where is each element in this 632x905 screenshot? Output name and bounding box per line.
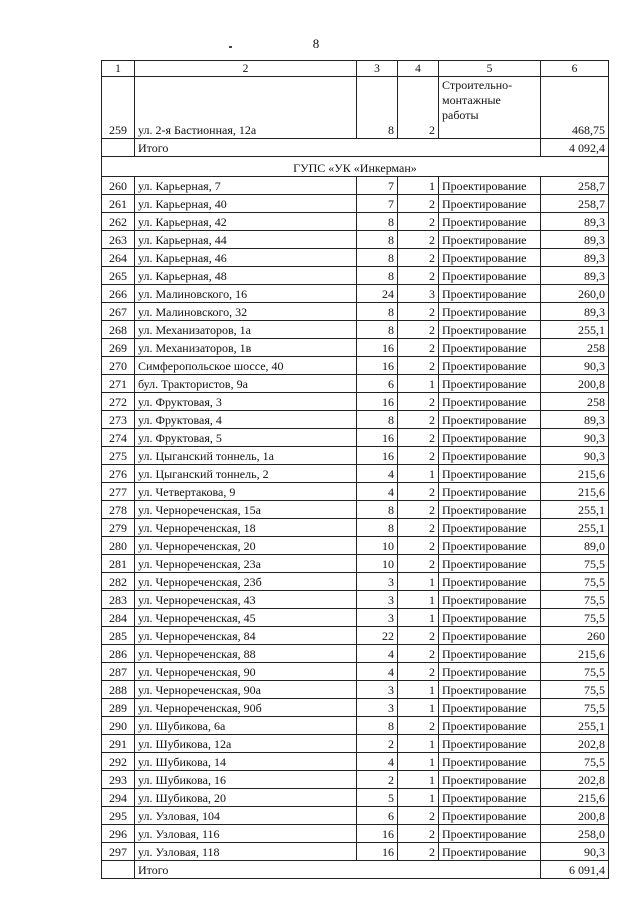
row-col3: 4 — [357, 483, 398, 501]
row-address: ул. Карьерная, 44 — [135, 231, 357, 249]
row-col3: 10 — [357, 555, 398, 573]
row-address: ул. Чернореченская, 43 — [135, 591, 357, 609]
row-work-type: Проектирование — [439, 699, 541, 717]
row-sum: 75,5 — [541, 681, 609, 699]
table-row — [102, 357, 609, 375]
row-address: ул. Карьерная, 7 — [135, 177, 357, 195]
row-col3: 8 — [357, 321, 398, 339]
row-col4: 1 — [398, 681, 439, 699]
row-col4: 1 — [398, 699, 439, 717]
row-col4: 2 — [398, 483, 439, 501]
table-row — [102, 285, 609, 303]
row-work-type: Строительно-монтажные работы — [439, 77, 541, 139]
row-address: ул. Узловая, 116 — [135, 825, 357, 843]
row-col4: 1 — [398, 735, 439, 753]
row-number: 290 — [102, 717, 135, 735]
row-number: 294 — [102, 789, 135, 807]
row-address: ул. Чернореченская, 90а — [135, 681, 357, 699]
row-address: ул. Карьерная, 40 — [135, 195, 357, 213]
row-col3: 16 — [357, 339, 398, 357]
table-row — [102, 537, 609, 555]
total-row — [102, 139, 609, 157]
empty-cell — [102, 861, 135, 879]
row-col3: 8 — [357, 249, 398, 267]
row-col4: 2 — [398, 267, 439, 285]
row-number: 281 — [102, 555, 135, 573]
table-row — [102, 663, 609, 681]
row-col3: 4 — [357, 645, 398, 663]
row-sum: 255,1 — [541, 519, 609, 537]
header-cell: 6 — [541, 61, 609, 77]
total-label: Итого — [135, 861, 541, 879]
row-sum: 202,8 — [541, 735, 609, 753]
row-work-type: Проектирование — [439, 825, 541, 843]
table-row — [102, 825, 609, 843]
row-col3: 3 — [357, 699, 398, 717]
row-address: ул. Чернореченская, 90б — [135, 699, 357, 717]
row-work-type: Проектирование — [439, 771, 541, 789]
row-col4: 2 — [398, 249, 439, 267]
table-row — [102, 735, 609, 753]
table-row — [102, 771, 609, 789]
row-address: ул. Чернореченская, 23а — [135, 555, 357, 573]
row-number: 274 — [102, 429, 135, 447]
row-address: ул. Карьерная, 42 — [135, 213, 357, 231]
row-address: ул. Узловая, 104 — [135, 807, 357, 825]
row-col3: 4 — [357, 663, 398, 681]
row-address: ул. Чернореченская, 84 — [135, 627, 357, 645]
row-sum: 258 — [541, 393, 609, 411]
row-col4: 2 — [398, 429, 439, 447]
row-address: ул. Чернореченская, 88 — [135, 645, 357, 663]
row-sum: 90,3 — [541, 429, 609, 447]
row-col4: 1 — [398, 753, 439, 771]
empty-cell — [102, 139, 135, 157]
row-number: 288 — [102, 681, 135, 699]
table-row — [102, 627, 609, 645]
table-row — [102, 681, 609, 699]
table-row — [102, 699, 609, 717]
row-col3: 8 — [357, 411, 398, 429]
row-sum: 215,6 — [541, 789, 609, 807]
row-work-type: Проектирование — [439, 249, 541, 267]
table-row — [102, 195, 609, 213]
row-number: 259 — [102, 77, 135, 139]
table-row — [102, 321, 609, 339]
row-col3: 2 — [357, 735, 398, 753]
row-work-type: Проектирование — [439, 627, 541, 645]
row-col3: 6 — [357, 375, 398, 393]
row-sum: 75,5 — [541, 663, 609, 681]
row-number: 286 — [102, 645, 135, 663]
table-row — [102, 77, 609, 139]
row-col4: 2 — [398, 195, 439, 213]
row-number: 289 — [102, 699, 135, 717]
row-col4: 2 — [398, 555, 439, 573]
row-work-type: Проектирование — [439, 735, 541, 753]
total-sum: 4 092,4 — [541, 139, 609, 157]
row-sum: 90,3 — [541, 843, 609, 861]
row-work-type: Проектирование — [439, 267, 541, 285]
row-col3: 7 — [357, 177, 398, 195]
table-row — [102, 339, 609, 357]
row-col3: 3 — [357, 681, 398, 699]
row-address: ул. Чернореченская, 23б — [135, 573, 357, 591]
row-col4: 2 — [398, 807, 439, 825]
row-sum: 255,1 — [541, 717, 609, 735]
row-col4: 2 — [398, 447, 439, 465]
row-address: ул. Чернореченская, 45 — [135, 609, 357, 627]
row-col4: 1 — [398, 573, 439, 591]
row-number: 297 — [102, 843, 135, 861]
row-col4: 2 — [398, 393, 439, 411]
row-number: 266 — [102, 285, 135, 303]
row-col4: 2 — [398, 213, 439, 231]
table-row — [102, 609, 609, 627]
row-number: 295 — [102, 807, 135, 825]
row-sum: 260 — [541, 627, 609, 645]
row-work-type: Проектирование — [439, 753, 541, 771]
row-col4: 2 — [398, 411, 439, 429]
row-sum: 89,3 — [541, 249, 609, 267]
row-col4: 2 — [398, 303, 439, 321]
row-col4: 2 — [398, 321, 439, 339]
table-row — [102, 267, 609, 285]
table-row — [102, 555, 609, 573]
header-cell: 2 — [135, 61, 357, 77]
row-sum: 89,3 — [541, 213, 609, 231]
row-work-type: Проектирование — [439, 645, 541, 663]
table-row — [102, 717, 609, 735]
row-work-type: Проектирование — [439, 465, 541, 483]
row-address: ул. Чернореченская, 18 — [135, 519, 357, 537]
row-sum: 200,8 — [541, 807, 609, 825]
row-work-type: Проектирование — [439, 573, 541, 591]
row-sum: 75,5 — [541, 699, 609, 717]
table-row — [102, 483, 609, 501]
row-work-type: Проектирование — [439, 789, 541, 807]
row-work-type: Проектирование — [439, 195, 541, 213]
row-address: ул. Чернореченская, 20 — [135, 537, 357, 555]
table-row — [102, 645, 609, 663]
header-cell: 5 — [439, 61, 541, 77]
row-work-type: Проектирование — [439, 483, 541, 501]
row-work-type: Проектирование — [439, 213, 541, 231]
row-sum: 258 — [541, 339, 609, 357]
row-work-type: Проектирование — [439, 591, 541, 609]
row-sum: 75,5 — [541, 555, 609, 573]
row-work-type: Проектирование — [439, 393, 541, 411]
row-address: ул. Механизаторов, 1в — [135, 339, 357, 357]
row-col3: 3 — [357, 591, 398, 609]
header-cell: 1 — [102, 61, 135, 77]
row-col4: 2 — [398, 663, 439, 681]
row-address: ул. Узловая, 118 — [135, 843, 357, 861]
row-col3: 3 — [357, 609, 398, 627]
row-number: 275 — [102, 447, 135, 465]
row-number: 279 — [102, 519, 135, 537]
row-col4: 2 — [398, 357, 439, 375]
row-col3: 5 — [357, 789, 398, 807]
row-col3: 8 — [357, 77, 398, 139]
row-col3: 8 — [357, 303, 398, 321]
row-sum: 258,7 — [541, 195, 609, 213]
row-sum: 89,3 — [541, 267, 609, 285]
row-col4: 2 — [398, 843, 439, 861]
row-number: 263 — [102, 231, 135, 249]
row-number: 285 — [102, 627, 135, 645]
row-number: 280 — [102, 537, 135, 555]
row-work-type: Проектирование — [439, 375, 541, 393]
row-sum: 215,6 — [541, 483, 609, 501]
row-address: ул. Цыганский тоннель, 1а — [135, 447, 357, 465]
row-col4: 2 — [398, 537, 439, 555]
row-address: Симферопольское шоссе, 40 — [135, 357, 357, 375]
table-row — [102, 519, 609, 537]
row-col3: 3 — [357, 573, 398, 591]
works-table — [101, 60, 609, 879]
row-col3: 16 — [357, 393, 398, 411]
row-sum: 75,5 — [541, 609, 609, 627]
row-col4: 1 — [398, 375, 439, 393]
row-number: 261 — [102, 195, 135, 213]
row-address: ул. Малиновского, 32 — [135, 303, 357, 321]
table-row — [102, 789, 609, 807]
row-address: ул. Шубикова, 20 — [135, 789, 357, 807]
row-work-type: Проектирование — [439, 519, 541, 537]
row-work-type: Проектирование — [439, 555, 541, 573]
row-address: ул. Малиновского, 16 — [135, 285, 357, 303]
row-number: 287 — [102, 663, 135, 681]
row-sum: 89,3 — [541, 303, 609, 321]
row-address: ул. Четвертакова, 9 — [135, 483, 357, 501]
row-col3: 16 — [357, 825, 398, 843]
row-col3: 8 — [357, 267, 398, 285]
row-col3: 6 — [357, 807, 398, 825]
row-col4: 1 — [398, 591, 439, 609]
row-number: 270 — [102, 357, 135, 375]
row-work-type: Проектирование — [439, 717, 541, 735]
table-row — [102, 591, 609, 609]
row-address: ул. Механизаторов, 1а — [135, 321, 357, 339]
row-col4: 2 — [398, 717, 439, 735]
row-address: ул. Шубикова, 6а — [135, 717, 357, 735]
row-col3: 7 — [357, 195, 398, 213]
row-col3: 10 — [357, 537, 398, 555]
table-row — [102, 411, 609, 429]
table-row — [102, 465, 609, 483]
row-work-type: Проектирование — [439, 303, 541, 321]
row-col3: 16 — [357, 357, 398, 375]
row-sum: 215,6 — [541, 645, 609, 663]
row-number: 291 — [102, 735, 135, 753]
row-number: 276 — [102, 465, 135, 483]
row-col4: 2 — [398, 519, 439, 537]
row-number: 264 — [102, 249, 135, 267]
row-address: ул. Фруктовая, 5 — [135, 429, 357, 447]
header-row — [102, 61, 609, 77]
section-row — [102, 157, 609, 177]
scan-mark — [229, 46, 232, 48]
row-col3: 4 — [357, 753, 398, 771]
row-work-type: Проектирование — [439, 843, 541, 861]
row-address: ул. 2-я Бастионная, 12а — [135, 77, 357, 139]
row-col4: 2 — [398, 339, 439, 357]
row-work-type: Проектирование — [439, 537, 541, 555]
table-row — [102, 303, 609, 321]
row-work-type: Проектирование — [439, 231, 541, 249]
row-work-type: Проектирование — [439, 177, 541, 195]
row-work-type: Проектирование — [439, 663, 541, 681]
table-row — [102, 213, 609, 231]
page-number: 8 — [312, 36, 320, 51]
row-col3: 8 — [357, 717, 398, 735]
row-col4: 2 — [398, 77, 439, 139]
row-number: 265 — [102, 267, 135, 285]
row-number: 268 — [102, 321, 135, 339]
row-col3: 16 — [357, 429, 398, 447]
row-col4: 2 — [398, 501, 439, 519]
row-number: 260 — [102, 177, 135, 195]
row-work-type: Проектирование — [439, 807, 541, 825]
row-col3: 2 — [357, 771, 398, 789]
row-number: 293 — [102, 771, 135, 789]
row-work-type: Проектирование — [439, 285, 541, 303]
table-row — [102, 573, 609, 591]
row-number: 273 — [102, 411, 135, 429]
total-row — [102, 861, 609, 879]
row-number: 262 — [102, 213, 135, 231]
row-col4: 1 — [398, 465, 439, 483]
row-number: 267 — [102, 303, 135, 321]
row-sum: 75,5 — [541, 573, 609, 591]
row-address: ул. Шубикова, 14 — [135, 753, 357, 771]
row-col4: 1 — [398, 609, 439, 627]
row-sum: 255,1 — [541, 501, 609, 519]
row-work-type: Проектирование — [439, 411, 541, 429]
table-row — [102, 807, 609, 825]
row-work-type: Проектирование — [439, 429, 541, 447]
row-sum: 255,1 — [541, 321, 609, 339]
row-address: ул. Шубикова, 16 — [135, 771, 357, 789]
row-address: бул. Трактористов, 9а — [135, 375, 357, 393]
row-number: 283 — [102, 591, 135, 609]
total-label: Итого — [135, 139, 541, 157]
row-col3: 16 — [357, 843, 398, 861]
row-col3: 16 — [357, 447, 398, 465]
row-sum: 468,75 — [541, 77, 609, 139]
row-number: 271 — [102, 375, 135, 393]
row-number: 282 — [102, 573, 135, 591]
row-col3: 8 — [357, 213, 398, 231]
row-col3: 4 — [357, 465, 398, 483]
row-col3: 22 — [357, 627, 398, 645]
row-col4: 2 — [398, 645, 439, 663]
row-col4: 1 — [398, 789, 439, 807]
row-sum: 200,8 — [541, 375, 609, 393]
row-number: 277 — [102, 483, 135, 501]
row-address: ул. Фруктовая, 3 — [135, 393, 357, 411]
table-row — [102, 177, 609, 195]
row-number: 284 — [102, 609, 135, 627]
row-sum: 260,0 — [541, 285, 609, 303]
row-col3: 8 — [357, 501, 398, 519]
table-row — [102, 393, 609, 411]
row-work-type: Проектирование — [439, 501, 541, 519]
row-address: ул. Цыганский тоннель, 2 — [135, 465, 357, 483]
row-sum: 89,0 — [541, 537, 609, 555]
row-col4: 2 — [398, 231, 439, 249]
row-address: ул. Чернореченская, 90 — [135, 663, 357, 681]
table-row — [102, 231, 609, 249]
row-number: 296 — [102, 825, 135, 843]
row-col4: 1 — [398, 177, 439, 195]
header-cell: 3 — [357, 61, 398, 77]
row-col4: 2 — [398, 627, 439, 645]
row-work-type: Проектирование — [439, 357, 541, 375]
row-address: ул. Шубикова, 12а — [135, 735, 357, 753]
header-cell: 4 — [398, 61, 439, 77]
row-number: 272 — [102, 393, 135, 411]
row-col3: 8 — [357, 519, 398, 537]
total-sum: 6 091,4 — [541, 861, 609, 879]
row-work-type: Проектирование — [439, 339, 541, 357]
row-sum: 90,3 — [541, 447, 609, 465]
row-sum: 89,3 — [541, 231, 609, 249]
row-col3: 24 — [357, 285, 398, 303]
table-row — [102, 249, 609, 267]
row-work-type: Проектирование — [439, 681, 541, 699]
row-number: 292 — [102, 753, 135, 771]
row-work-type: Проектирование — [439, 447, 541, 465]
row-address: ул. Фруктовая, 4 — [135, 411, 357, 429]
row-address: ул. Чернореченская, 15а — [135, 501, 357, 519]
table-row — [102, 375, 609, 393]
row-sum: 215,6 — [541, 465, 609, 483]
row-col4: 1 — [398, 771, 439, 789]
row-number: 278 — [102, 501, 135, 519]
section-title: ГУПС «УК «Инкерман» — [102, 157, 609, 177]
row-sum: 75,5 — [541, 753, 609, 771]
row-sum: 90,3 — [541, 357, 609, 375]
table-row — [102, 753, 609, 771]
table-row — [102, 843, 609, 861]
row-sum: 89,3 — [541, 411, 609, 429]
row-col4: 2 — [398, 825, 439, 843]
row-address: ул. Карьерная, 46 — [135, 249, 357, 267]
row-work-type: Проектирование — [439, 321, 541, 339]
row-number: 269 — [102, 339, 135, 357]
row-col3: 8 — [357, 231, 398, 249]
row-col4: 3 — [398, 285, 439, 303]
row-sum: 202,8 — [541, 771, 609, 789]
row-sum: 258,7 — [541, 177, 609, 195]
row-address: ул. Карьерная, 48 — [135, 267, 357, 285]
table-row — [102, 447, 609, 465]
row-sum: 75,5 — [541, 591, 609, 609]
row-work-type: Проектирование — [439, 609, 541, 627]
table-row — [102, 429, 609, 447]
table-row — [102, 501, 609, 519]
row-sum: 258,0 — [541, 825, 609, 843]
